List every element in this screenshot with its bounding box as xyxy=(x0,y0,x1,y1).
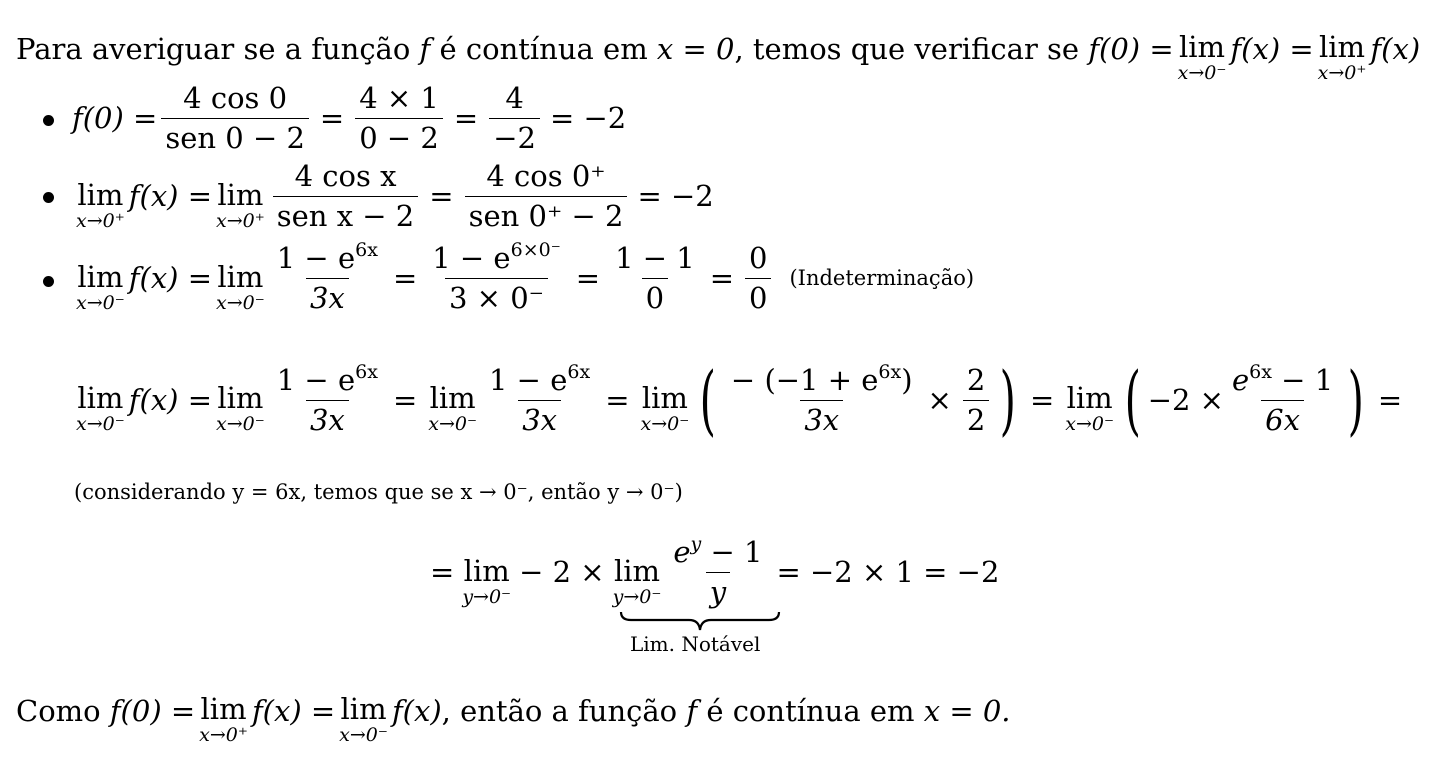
b3-fx: f(x) = xyxy=(128,261,212,295)
conclusion-lim-2: lim x→0⁻ xyxy=(339,692,388,746)
intro-cond: x = 0 xyxy=(656,31,735,66)
conclusion-fx2: f(x) xyxy=(391,693,442,728)
intro-lim-a: lim x→0⁻ xyxy=(1177,30,1227,84)
b1-frac-3: $\frac{4}{-2}$ xyxy=(489,84,540,153)
conclusion-mid: é contínua em xyxy=(706,693,915,728)
conclusion-rest: , então a função xyxy=(441,693,678,728)
conclusion-f: f xyxy=(686,693,698,728)
intro-rest: , temos que verificar se xyxy=(734,31,1080,66)
chain-times: × xyxy=(927,382,952,417)
final-lim-1: lim y→0⁻ xyxy=(462,553,512,608)
bullet-3-line: lim x→0⁻ f(x) = lim x→0⁻ $\frac{1 - e^{6x}}{3x}$ = $\frac{1 - e^{6\times 0^-}}{3 \times 0^-}$ = $\frac{1 - 1}{0}$ = $\frac{0}{0}$ (Indeterminação) xyxy=(76,239,975,315)
chain-frac-4: $\frac{2}{2}$ xyxy=(963,366,989,435)
b2-result: = −2 xyxy=(637,179,714,213)
b1-lhs: f(0) = xyxy=(72,101,158,135)
conclusion-f0: f(0) = xyxy=(109,693,196,728)
intro-lim-b: lim x→0⁺ xyxy=(1317,30,1367,84)
b2-lim-2: lim x→0⁺ xyxy=(216,177,265,232)
bullet-2 xyxy=(43,192,54,203)
intro-fx: f(x) = xyxy=(1230,31,1314,66)
final-frac: $\frac{e^y - 1}{y}$ xyxy=(673,533,763,609)
chain-fx: f(x) = xyxy=(128,382,212,417)
b3-frac-1: $\frac{1 - e^{6x}}{3x}$ xyxy=(276,239,378,315)
b2-frac-2: $\frac{4 \cos 0^+}{\text{sen 0⁺ − 2}}$ xyxy=(465,162,628,231)
conclusion-a: Como xyxy=(16,693,101,728)
b2-lim-1: lim x→0⁺ xyxy=(76,177,125,232)
bullet-2-line: lim x→0⁺ f(x) = lim x→0⁺ $\frac{\text{4 cos x}}{\text{sen x − 2}}$ = $\frac{4 \cos 0^+}{\text{sen 0⁺ − 2}}$ = −2 xyxy=(76,159,714,233)
b3-lim-2: lim x→0⁻ xyxy=(216,259,265,314)
chain-lim-1: lim x→0⁻ xyxy=(76,381,125,435)
conclusion-cond: x = 0. xyxy=(923,693,1011,728)
intro-f: f xyxy=(419,31,431,66)
intro-eq: f(0) = xyxy=(1088,31,1174,66)
chain-end: = xyxy=(1377,382,1403,417)
b1-frac-2: $\frac{4 \times 1}{0 - 2}$ xyxy=(355,84,443,153)
final-lim-2: lim y→0⁻ xyxy=(612,553,662,608)
b1-frac-1: $\frac{4 \cos 0}{\text{sen 0 − 2}}$ xyxy=(161,84,309,153)
chain-lparen-1: ( xyxy=(699,355,717,444)
b3-lim-1: lim x→0⁻ xyxy=(76,259,125,314)
final-result: = −2 × 1 = −2 xyxy=(776,555,1000,589)
chain-rparen-2: ) xyxy=(1347,355,1365,444)
b2-fx: f(x) = xyxy=(128,179,212,213)
intro-mid: é contínua em xyxy=(439,31,648,66)
chain-frac-3: $\frac{- (-1 + e^{6x})}{3x}$ xyxy=(730,360,913,437)
final-eq: = xyxy=(430,555,455,589)
chain-m2: −2 × xyxy=(1147,382,1224,417)
chain-lim-3: lim x→0⁻ xyxy=(428,381,478,435)
b1-result: = −2 xyxy=(549,101,627,135)
chain-line: lim x→0⁻ f(x) = lim x→0⁻ $\frac{1 - e^{6x}}{3x}$ = lim x→0⁻ $\frac{1 - e^{6x}}{3x}$ = lim x→0⁻ ( $\frac{- (-1 + e^{6x})}{3x}$ × $\frac{2}{2}$ ) = lim x→0⁻ ( −2 × $\frac{e^{6x} - 1}{6x}$ ) = xyxy=(72,362,1409,438)
chain-frac-5: $\frac{e^{6x} - 1}{6x}$ xyxy=(1231,360,1334,437)
chain-rparen-1: ) xyxy=(999,355,1017,444)
bullet-1 xyxy=(43,115,54,126)
final-m2: − 2 × xyxy=(519,555,605,589)
chain-lim-5: lim x→0⁻ xyxy=(1065,381,1115,435)
chain-lim-4: lim x→0⁻ xyxy=(640,381,690,435)
chain-lim-2: lim x→0⁻ xyxy=(216,381,265,435)
b3-frac-2: $\frac{1 - e^{6\times 0^-}}{3 \times 0^-}$ xyxy=(432,239,561,315)
chain-frac-2: $\frac{1 - e^{6x}}{3x}$ xyxy=(489,360,591,437)
substitution-note: (considerando y = 6x, temos que se x → 0⁻, então y → 0⁻) xyxy=(74,480,683,504)
conclusion-lim-1: lim x→0⁺ xyxy=(199,692,248,746)
b3-note: (Indeterminação) xyxy=(789,266,975,290)
chain-frac-1: $\frac{1 - e^{6x}}{3x}$ xyxy=(276,360,378,437)
brace-label: Lim. Notável xyxy=(630,632,761,656)
b3-frac-4: $\frac{0}{0}$ xyxy=(745,244,771,313)
bullet-3 xyxy=(43,276,54,287)
conclusion-line xyxy=(16,686,1011,746)
conclusion-fx1: f(x) = xyxy=(251,693,336,728)
b3-frac-3: $\frac{1 - 1}{0}$ xyxy=(615,241,695,315)
intro-line xyxy=(16,24,1421,84)
bullet-1-line: f(0) = $\frac{4 \cos 0}{\text{sen 0 − 2}}$ = $\frac{4 \times 1}{0 - 2}$ = $\frac{4}{-2}$ = −2 xyxy=(72,81,627,155)
intro-fx2: f(x) xyxy=(1370,31,1421,66)
final-line xyxy=(430,533,1000,609)
b2-frac-1: $\frac{\text{4 cos x}}{\text{sen x − 2}}$ xyxy=(273,162,418,231)
intro-text: Para averiguar se a função xyxy=(16,31,411,66)
underbrace-icon xyxy=(619,610,781,634)
chain-lparen-2: ( xyxy=(1124,355,1142,444)
